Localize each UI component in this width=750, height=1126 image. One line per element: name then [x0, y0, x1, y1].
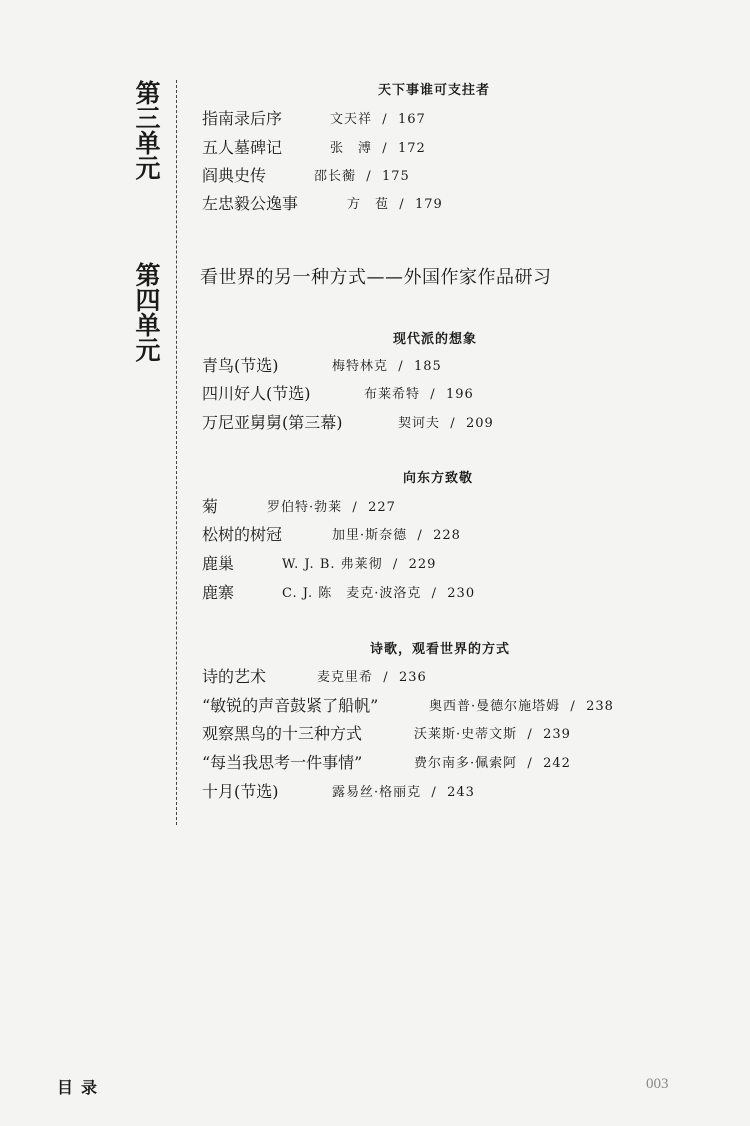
toc-divider	[176, 80, 177, 825]
entry-author-page: 加里·斯奈德 / 228	[332, 528, 461, 543]
entry-author-page: 梅特林克 / 185	[332, 359, 442, 374]
entry-title: 鹿寨	[202, 583, 235, 602]
entry-title: 万尼亚舅舅(第三幕)	[202, 413, 343, 432]
entry-author-page: 文天祥 / 167	[330, 112, 426, 127]
entry-title: 指南录后序	[202, 109, 283, 128]
group-heading-unit3: 天下事谁可支拄者	[378, 83, 491, 98]
page-number: 003	[646, 1076, 669, 1092]
entry-author-page: 方 苞 / 179	[347, 197, 443, 212]
entry-title: “敏锐的声音鼓紧了船帆”	[202, 696, 379, 715]
entry-author-page: 费尔南多·佩索阿 / 242	[414, 756, 571, 771]
entry-title: “每当我思考一件事情”	[202, 753, 363, 772]
entry-title: 观察黑鸟的十三种方式	[202, 724, 363, 743]
group-heading-east: 向东方致敬	[403, 471, 474, 486]
entry-author-page: 邵长蘅 / 175	[314, 169, 410, 184]
entry-title: 十月(节选)	[202, 782, 279, 801]
entry-author-page: 布莱希特 / 196	[364, 387, 474, 402]
unit4-title: 看世界的另一种方式——外国作家作品研习	[200, 267, 552, 288]
entry-author-page: 麦克里希 / 236	[317, 670, 427, 685]
footer-section-label: 目录	[57, 1078, 106, 1097]
group-heading-modernist: 现代派的想象	[393, 332, 478, 347]
entry-title: 左忠毅公逸事	[202, 194, 299, 213]
entry-author-page: C. J. 陈 麦克·波洛克 / 230	[282, 586, 476, 601]
entry-title: 菊	[202, 497, 219, 516]
unit4-label: 第四单元	[132, 262, 161, 362]
unit3-label: 第三单元	[132, 80, 161, 180]
entry-title: 松树的树冠	[202, 525, 283, 544]
entry-author-page: 奥西普·曼德尔施塔姆 / 238	[429, 699, 614, 714]
entry-title: 鹿巢	[202, 554, 235, 573]
entry-author-page: 罗伯特·勃莱 / 227	[267, 500, 396, 515]
entry-author-page: 露易丝·格丽克 / 243	[332, 785, 475, 800]
entry-author-page: 沃莱斯·史蒂文斯 / 239	[414, 727, 571, 742]
entry-title: 青鸟(节选)	[202, 356, 279, 375]
entry-title: 诗的艺术	[202, 667, 267, 686]
entry-author-page: W. J. B. 弗莱彻 / 229	[282, 557, 437, 572]
group-heading-poetry: 诗歌，观看世界的方式	[370, 642, 511, 657]
entry-title: 五人墓碑记	[202, 138, 283, 157]
entry-author-page: 契诃夫 / 209	[398, 416, 494, 431]
entry-title: 四川好人(节选)	[202, 384, 311, 403]
entry-author-page: 张 溥 / 172	[330, 141, 426, 156]
entry-title: 阎典史传	[202, 166, 267, 185]
